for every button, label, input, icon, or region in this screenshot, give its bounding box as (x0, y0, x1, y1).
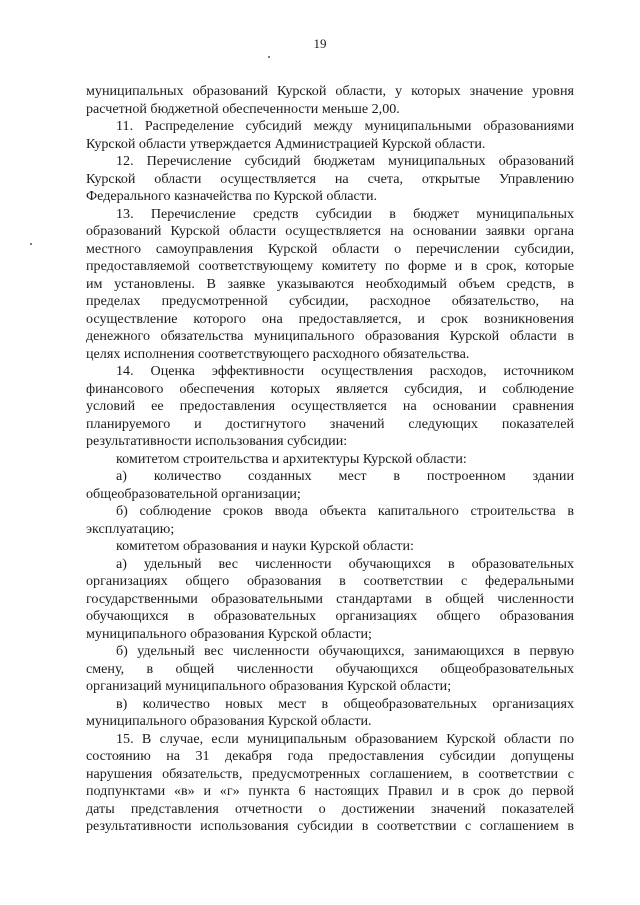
text-line: результативности использования субсидии в соответствии с соглашением в (86, 818, 574, 834)
text-line: целях исполнения соответствующего расходного обязательства. (86, 345, 470, 362)
paragraph-14-item-b-education (86, 643, 574, 696)
text-line: финансового обеспечения которых является субсидия, и соблюдение (86, 380, 574, 397)
text-line: общеобразовательной организации; (86, 485, 301, 502)
text-line: им установлены. В заявке указываются необходимый объем средств, в (86, 275, 574, 292)
text-line: Курской области утверждается Администрацией Курской области. (86, 135, 486, 152)
paragraph-15 (86, 731, 574, 836)
text-line: денежного обязательства муниципального образования Курской области в (86, 328, 574, 344)
text-line: обучающихся в образовательных организациях общего образования (86, 608, 574, 624)
text-line: 12. Перечисление субсидий бюджетам муниципальных образований (116, 153, 574, 169)
text-line: даты представления отчетности о достижении значений показателей (86, 800, 574, 817)
paragraph-14-education-committee (86, 538, 574, 556)
text-line: местного самоуправления Курской области о перечислении субсидии, (86, 240, 574, 257)
text-line: подпунктами «в» и «г» пункта 6 настоящих Правил и в срок до первой (86, 783, 574, 799)
text-line: муниципальных образований Курской области, у которых значение уровня (86, 83, 574, 99)
paragraph-14-item-b-construction (86, 503, 574, 538)
paragraph-14 (86, 363, 574, 451)
paragraph-14-item-a-construction (86, 468, 574, 503)
text-line: пределах предусмотренной субсидии, расходное обязательство, на (86, 293, 574, 309)
text-line: б) соблюдение сроков ввода объекта капитального строительства в (116, 503, 574, 519)
text-line: государственными образовательными стандартами в общей численности (86, 590, 574, 607)
text-line: предоставляемой соответствующему комитету по форме и в срок, которые (86, 258, 574, 274)
text-line: б) удельный вес численности обучающихся, занимающихся в первую (116, 643, 574, 659)
text-line: Курской области осуществляется на счета, открытые Управлению (86, 170, 574, 187)
text-line: 13. Перечисление средств субсидии в бюджет муниципальных (116, 205, 574, 222)
text-line: нарушения обязательств, предусмотренных соглашением, в соответствии с (86, 765, 574, 782)
document-body (86, 83, 574, 836)
text-line: расчетной бюджетной обеспеченности меньше 2,00. (86, 100, 400, 117)
scan-artifact (30, 243, 32, 245)
paragraph-13 (86, 206, 574, 364)
text-line: 15. В случае, если муниципальным образованием Курской области по (116, 730, 574, 747)
text-line: комитетом образования и науки Курской области: (116, 538, 414, 554)
paragraph-12 (86, 153, 574, 206)
text-line: а) количество созданных мест в построенном здании (116, 468, 574, 484)
paragraph-14-construction-committee (86, 451, 574, 469)
paragraph-14-item-v-education (86, 696, 574, 731)
text-line: смену, в общей численности обучающихся общеобразовательных (86, 660, 574, 677)
text-line: Федерального казначейства по Курской области. (86, 188, 378, 204)
text-line: 11. Распределение субсидий между муниципальными образованиями (116, 118, 574, 134)
text-line: комитетом строительства и архитектуры Курской области: (116, 450, 467, 467)
text-line: осуществление которого она предоставляется, и срок возникновения (86, 310, 574, 327)
text-line: организаций муниципального образования Курской области; (86, 678, 452, 694)
text-line: результативности использования субсидии: (86, 433, 348, 449)
text-line: условий ее предоставления осуществляется на основании сравнения (86, 398, 574, 414)
paragraph-11 (86, 118, 574, 153)
text-line: эксплуатацию; (86, 520, 175, 537)
page-number: 19 (313, 36, 327, 51)
text-line: муниципального образования Курской области. (86, 713, 372, 729)
text-line: образований Курской области осуществляется на основании заявки органа (86, 223, 574, 239)
text-line: а) удельный вес численности обучающихся в образовательных (116, 555, 574, 572)
text-line: состоянию на 31 декабря года предоставления субсидии допущены (86, 748, 574, 764)
scan-artifact (268, 56, 270, 58)
text-line: в) количество новых мест в общеобразовательных организациях (116, 695, 574, 712)
paragraph-continuation (86, 83, 574, 118)
text-line: 14. Оценка эффективности осуществления расходов, источником (116, 363, 574, 379)
paragraph-14-item-a-education (86, 556, 574, 644)
text-line: организациях общего образования в соответствии с федеральными (86, 573, 574, 589)
text-line: планируемого и достигнутого значений следующих показателей (86, 415, 574, 432)
text-line: муниципального образования Курской области; (86, 625, 372, 642)
